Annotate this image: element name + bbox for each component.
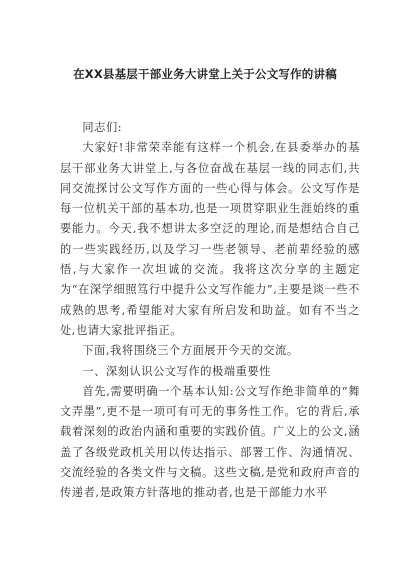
salutation: 同志们: — [82, 121, 123, 134]
section-paragraph: 首先,需要明确一个基本认知:公文写作绝非简单的“舞文弄墨”,更不是一项可有可无的事务性工作。它的背后,承载着深刻的政治内涵和重要的实践价值。广义上的公文,涵盖了各级党政机关用以传达指示、部署工作、沟通情况、交流经验的各类文件与文稿。这些文稿,是党和政府声音的传递者,是政策方针落地的推动者,也是干部能力水平 — [60, 384, 360, 500]
paragraph-intro: 大家好!非常荣幸能有这样一个机会,在县委举办的基层干部业务大讲堂上,与各位奋战在基层一线的同志们,共同交流探讨公文写作方面的一些心得与体会。公文写作是每一位机关干部的基本功,也是一项贯穿职业生涯始终的重要能力。今天,我不想讲太多空泛的理论,而是想结合自己的一些实践经历,以及学习一些老领导、老前辈经验的感悟,与大家作一次坦诚的交流。我将这次分享的主题定为“在深学细照笃行中提升公文写作能力”,主要是谈一些不成熟的思考,希望能对大家有所启发和助益。如有不当之处,也请大家批评指正。 — [60, 141, 360, 337]
section-heading: 一、深刻认识公文写作的极端重要性 — [82, 364, 271, 378]
document-title: 在XX县基层干部业务大讲堂上关于公文写作的讲稿 — [73, 67, 337, 81]
document-body — [60, 118, 360, 504]
paragraph-outline: 下面,我将围绕三个方面展开今天的交流。 — [82, 344, 299, 358]
